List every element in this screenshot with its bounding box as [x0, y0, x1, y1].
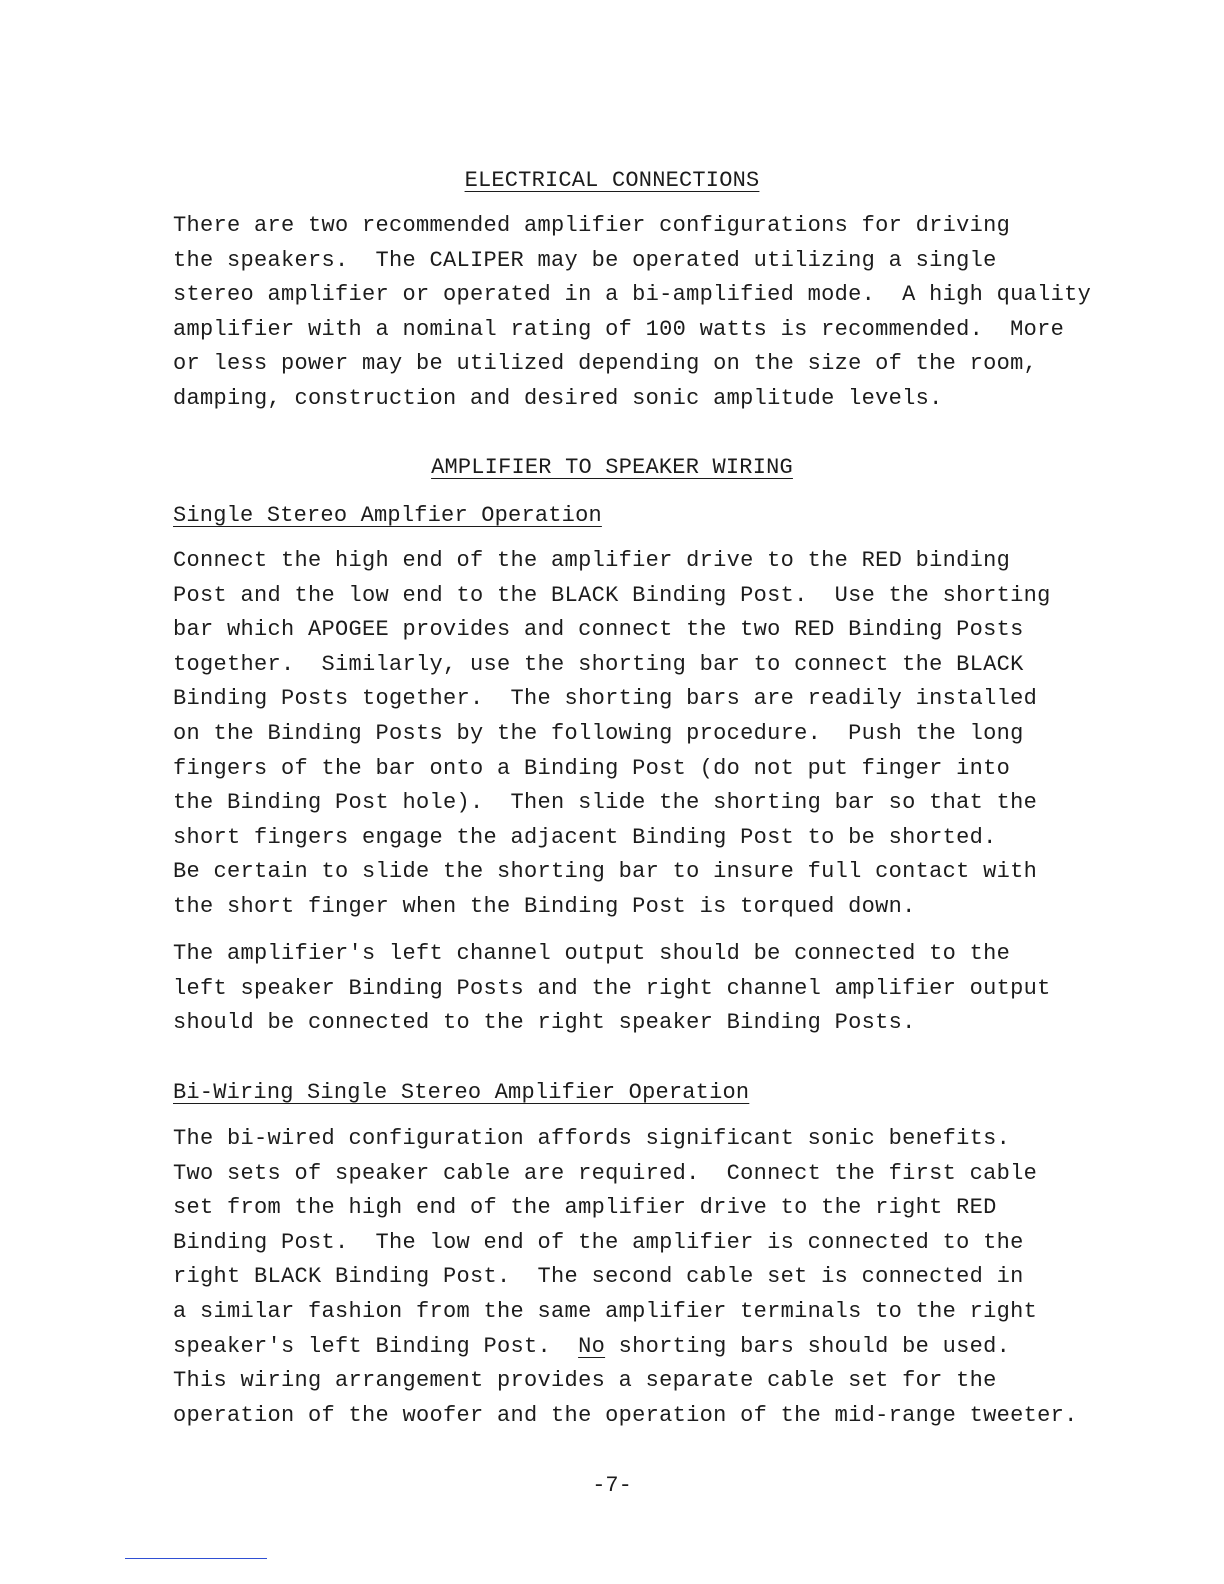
text-line: the short finger when the Binding Post is torqued down. [173, 893, 916, 919]
text-line: Be certain to slide the shorting bar to insure full contact with [173, 859, 1038, 885]
text-line: Binding Posts together. The shorting bars are readily installed [173, 686, 1038, 712]
text-line: Connect the high end of the amplifier drive to the RED binding [173, 548, 1011, 573]
paragraph-bi-wiring [173, 1128, 1078, 1439]
text-line: This wiring arrangement provides a separate cable set for the [173, 1368, 997, 1394]
text-line: or less power may be utilized depending on the size of the room, [173, 351, 1038, 377]
page-number: -7- [592, 1473, 632, 1498]
text-line: damping, construction and desired sonic amplitude levels. [173, 385, 943, 411]
text-line: should be connected to the right speaker Binding Posts. [173, 1010, 916, 1036]
text-line: bar which APOGEE provides and connect the two RED Binding Posts [173, 617, 1024, 643]
text-line: Two sets of speaker cable are required. Connect the first cable [173, 1160, 1038, 1186]
footer-rule [125, 1558, 267, 1559]
text-line: set from the high end of the amplifier drive to the right RED [173, 1195, 997, 1221]
text-line: The bi-wired configuration affords significant sonic benefits. [173, 1126, 1011, 1151]
text-line: Binding Post. The low end of the amplifier is connected to the [173, 1229, 1024, 1255]
text-line: operation of the woofer and the operation of the mid-range tweeter. [173, 1402, 1078, 1428]
text-line: the speakers. The CALIPER may be operated utilizing a single [173, 247, 997, 273]
text-fragment: speaker's left Binding Post. [173, 1333, 579, 1359]
text-line: the Binding Post hole). Then slide the shorting bar so that the [173, 790, 1038, 816]
subheading-bi-wiring: Bi-Wiring Single Stereo Amplifier Operation [173, 1080, 750, 1105]
paragraph-single-stereo-1 [173, 550, 1051, 931]
paragraph-single-stereo-2 [173, 943, 1051, 1047]
subheading-single-stereo: Single Stereo Amplfier Operation [173, 503, 602, 528]
text-line: right BLACK Binding Post. The second cable set is connected in [173, 1264, 1024, 1290]
text-line: Post and the low end to the BLACK Binding Post. Use the shorting [173, 582, 1051, 608]
text-fragment: shorting bars should be used. [605, 1333, 1011, 1359]
text-line: amplifier with a nominal rating of 100 watts is recommended. More [173, 316, 1065, 342]
text-line: left speaker Binding Posts and the right channel amplifier output [173, 975, 1051, 1001]
text-line: fingers of the bar onto a Binding Post (do not put finger into [173, 755, 1011, 781]
text-line: stereo amplifier or operated in a bi-amplified mode. A high quality [173, 282, 1092, 308]
text-line: There are two recommended amplifier configurations for driving [173, 213, 1011, 238]
text-line: on the Binding Posts by the following procedure. Push the long [173, 720, 1024, 746]
text-line-emphasis [173, 1333, 1078, 1371]
text-line: a similar fashion from the same amplifier terminals to the right [173, 1298, 1038, 1324]
paragraph-intro [173, 215, 1091, 423]
emphasis-no: No [578, 1333, 606, 1359]
text-line: short fingers engage the adjacent Binding Post to be shorted. [173, 824, 997, 850]
heading-amplifier-to-speaker-wiring: AMPLIFIER TO SPEAKER WIRING [431, 455, 793, 480]
text-line: The amplifier's left channel output should be connected to the [173, 941, 1011, 966]
heading-electrical-connections: ELECTRICAL CONNECTIONS [464, 168, 760, 193]
text-line: together. Similarly, use the shorting bar to connect the BLACK [173, 651, 1024, 677]
